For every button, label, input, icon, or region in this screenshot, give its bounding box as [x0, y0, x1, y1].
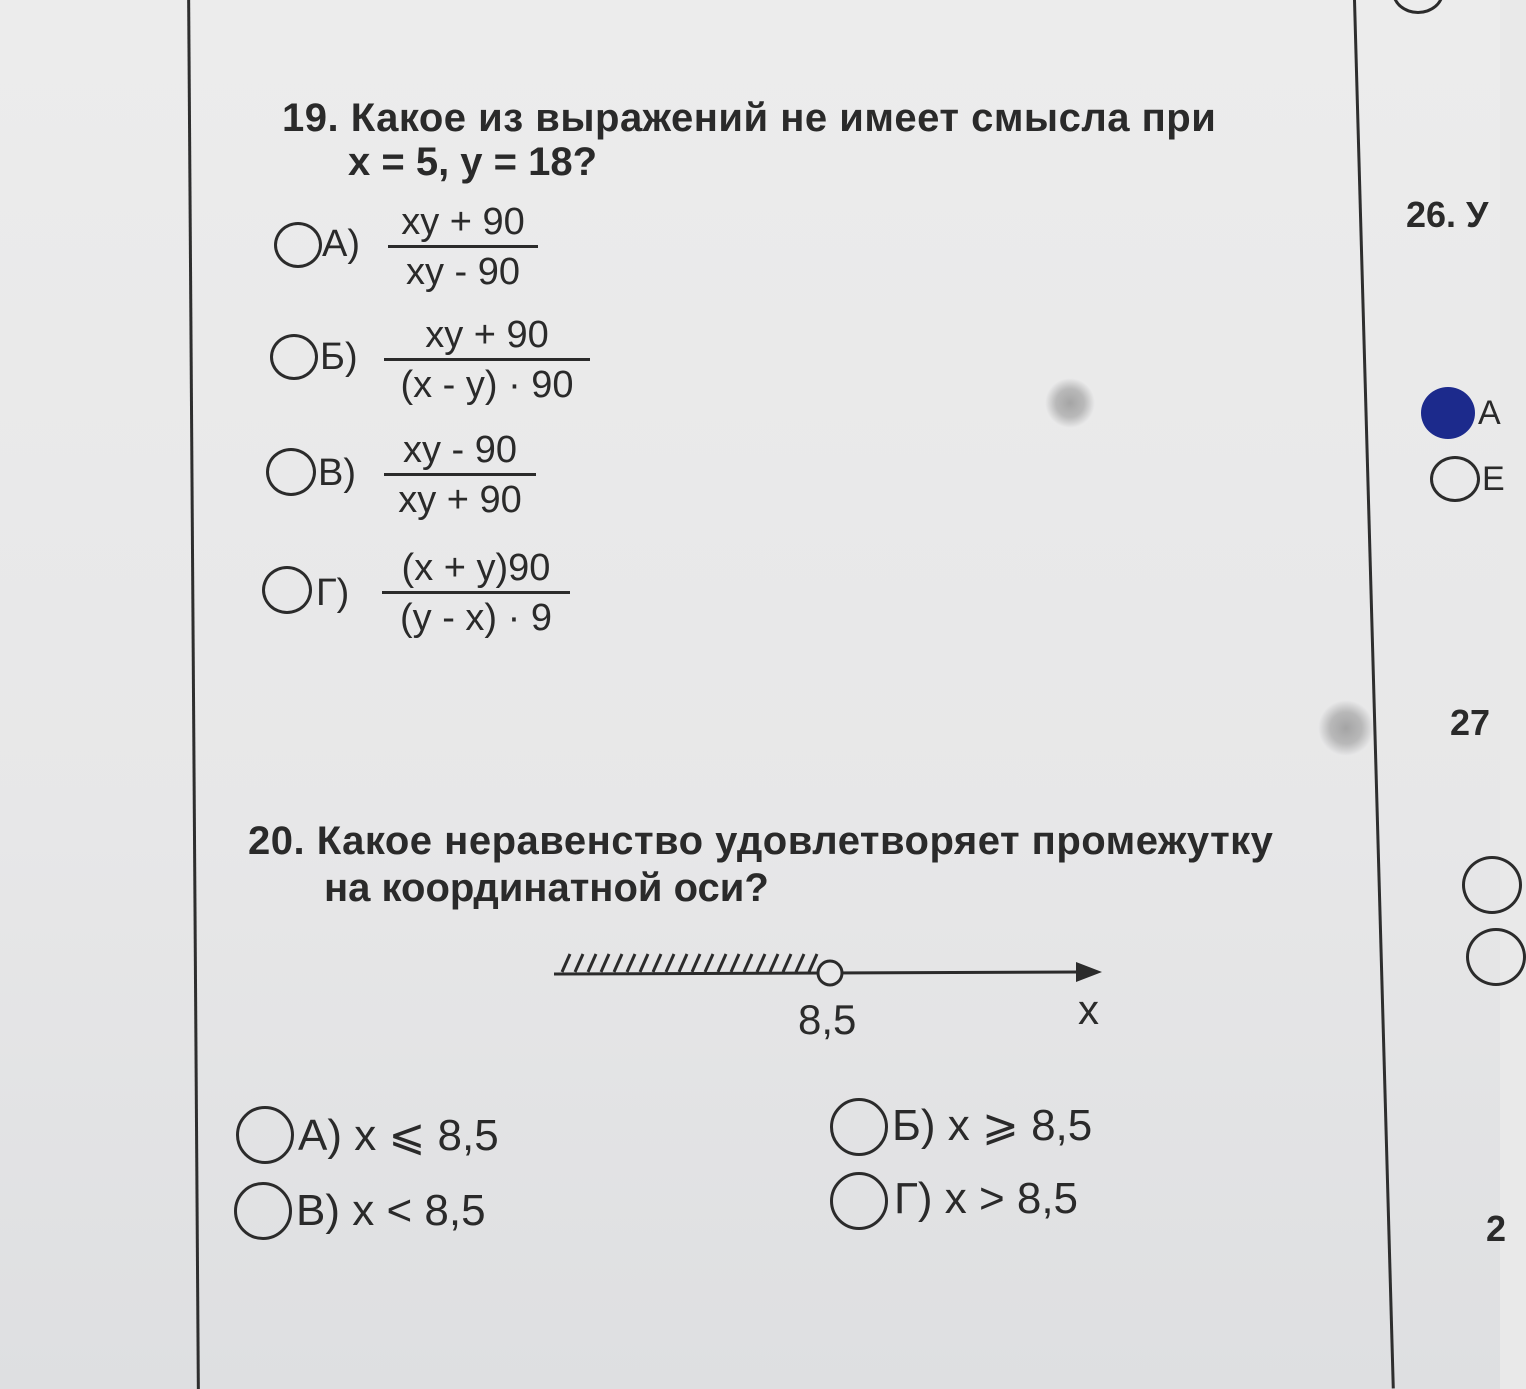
- q20-option-v-text: x < 8,5: [352, 1186, 486, 1235]
- q20-option-v-radio[interactable]: [234, 1182, 292, 1240]
- q20-option-b: [892, 1100, 1092, 1151]
- q19-option-g-radio[interactable]: [262, 566, 312, 614]
- q19-option-g-letter: Г): [316, 572, 350, 614]
- q19-option-a-numerator: xy + 90: [401, 201, 525, 243]
- q19-option-v-radio[interactable]: [266, 448, 316, 496]
- fraction-bar: [384, 473, 536, 476]
- q19-number: 19.: [282, 96, 340, 140]
- q26-option-a-radio-filled[interactable]: [1421, 387, 1475, 439]
- q20-option-a: [298, 1110, 499, 1161]
- q26-label: 26. У: [1406, 194, 1489, 235]
- q20-option-v-letter: В): [296, 1186, 340, 1235]
- q19-option-v-numerator: xy - 90: [402, 429, 518, 471]
- fraction-bar: [382, 591, 570, 594]
- q19-option-a-radio[interactable]: [274, 222, 322, 268]
- q20-option-a-text: x ⩽ 8,5: [354, 1111, 499, 1160]
- q20-option-g: [894, 1174, 1078, 1224]
- q19-title: [282, 95, 1216, 141]
- q19-option-b-numerator: xy + 90: [425, 314, 549, 356]
- ink-blot: [1318, 700, 1374, 756]
- q26-option-b-letter: Е: [1482, 460, 1505, 498]
- left-margin-line: [187, 0, 200, 1389]
- q27-option-radio-2[interactable]: [1466, 928, 1526, 986]
- fraction-bar: [388, 245, 538, 248]
- q20-title: [248, 818, 1273, 864]
- q19-option-v-letter: В): [318, 452, 356, 494]
- q27-label: 27: [1450, 702, 1491, 743]
- q20-option-v: [296, 1186, 486, 1236]
- q20-title-line2: на координатной оси?: [324, 866, 769, 910]
- q20-option-g-text: x > 8,5: [944, 1174, 1079, 1223]
- open-point: [818, 961, 842, 985]
- q19-option-v-fraction: [384, 428, 536, 522]
- q19-option-b-denominator: (x - y) · 90: [400, 364, 574, 406]
- axis-variable-label: x: [1078, 986, 1099, 1033]
- hatching: [562, 954, 817, 972]
- q20-option-a-letter: А): [298, 1111, 342, 1160]
- q20-option-b-text: x ⩾ 8,5: [947, 1101, 1093, 1150]
- column-divider-line: [1353, 0, 1395, 1389]
- q19-option-b-radio[interactable]: [270, 334, 318, 380]
- q20-number: 20.: [248, 819, 306, 863]
- q20-option-a-radio[interactable]: [236, 1106, 294, 1164]
- q26-option-b-radio[interactable]: [1430, 456, 1480, 502]
- q27-option-radio-1[interactable]: [1462, 856, 1522, 914]
- q19-option-g-fraction: [382, 546, 570, 640]
- q19-option-a-denominator: xy - 90: [405, 251, 521, 293]
- q20-option-b-letter: Б): [892, 1101, 936, 1150]
- q20-title-text: Какое неравенство удовлетворяет промежутку: [316, 819, 1274, 863]
- q20-option-g-radio[interactable]: [830, 1172, 888, 1230]
- q19-option-g-denominator: (y - x) · 9: [400, 597, 552, 639]
- q19-option-a-letter: А): [322, 223, 360, 265]
- fraction-bar: [384, 358, 590, 361]
- q20-option-g-letter: Г): [894, 1174, 933, 1223]
- q19-option-b-letter: Б): [320, 336, 358, 378]
- axis-point-label: 8,5: [798, 996, 857, 1043]
- q19-condition: x = 5, y = 18?: [348, 140, 598, 184]
- q19-option-a-fraction: [388, 200, 538, 294]
- right-top-radio[interactable]: [1392, 0, 1444, 14]
- right-edge-digit: 2: [1486, 1208, 1507, 1249]
- q19-option-g-numerator: (x + y)90: [401, 547, 551, 589]
- q19-title-text: Какое из выражений не имеет смысла при: [350, 96, 1217, 140]
- q19-option-b-fraction: [384, 313, 590, 407]
- number-line-diagram: [540, 940, 1120, 1060]
- q26-option-a-letter: А: [1478, 394, 1501, 432]
- q20-option-b-radio[interactable]: [830, 1098, 888, 1156]
- axis-arrow: [1076, 962, 1102, 982]
- ink-blot: [1045, 378, 1095, 428]
- q19-option-v-denominator: xy + 90: [398, 479, 522, 521]
